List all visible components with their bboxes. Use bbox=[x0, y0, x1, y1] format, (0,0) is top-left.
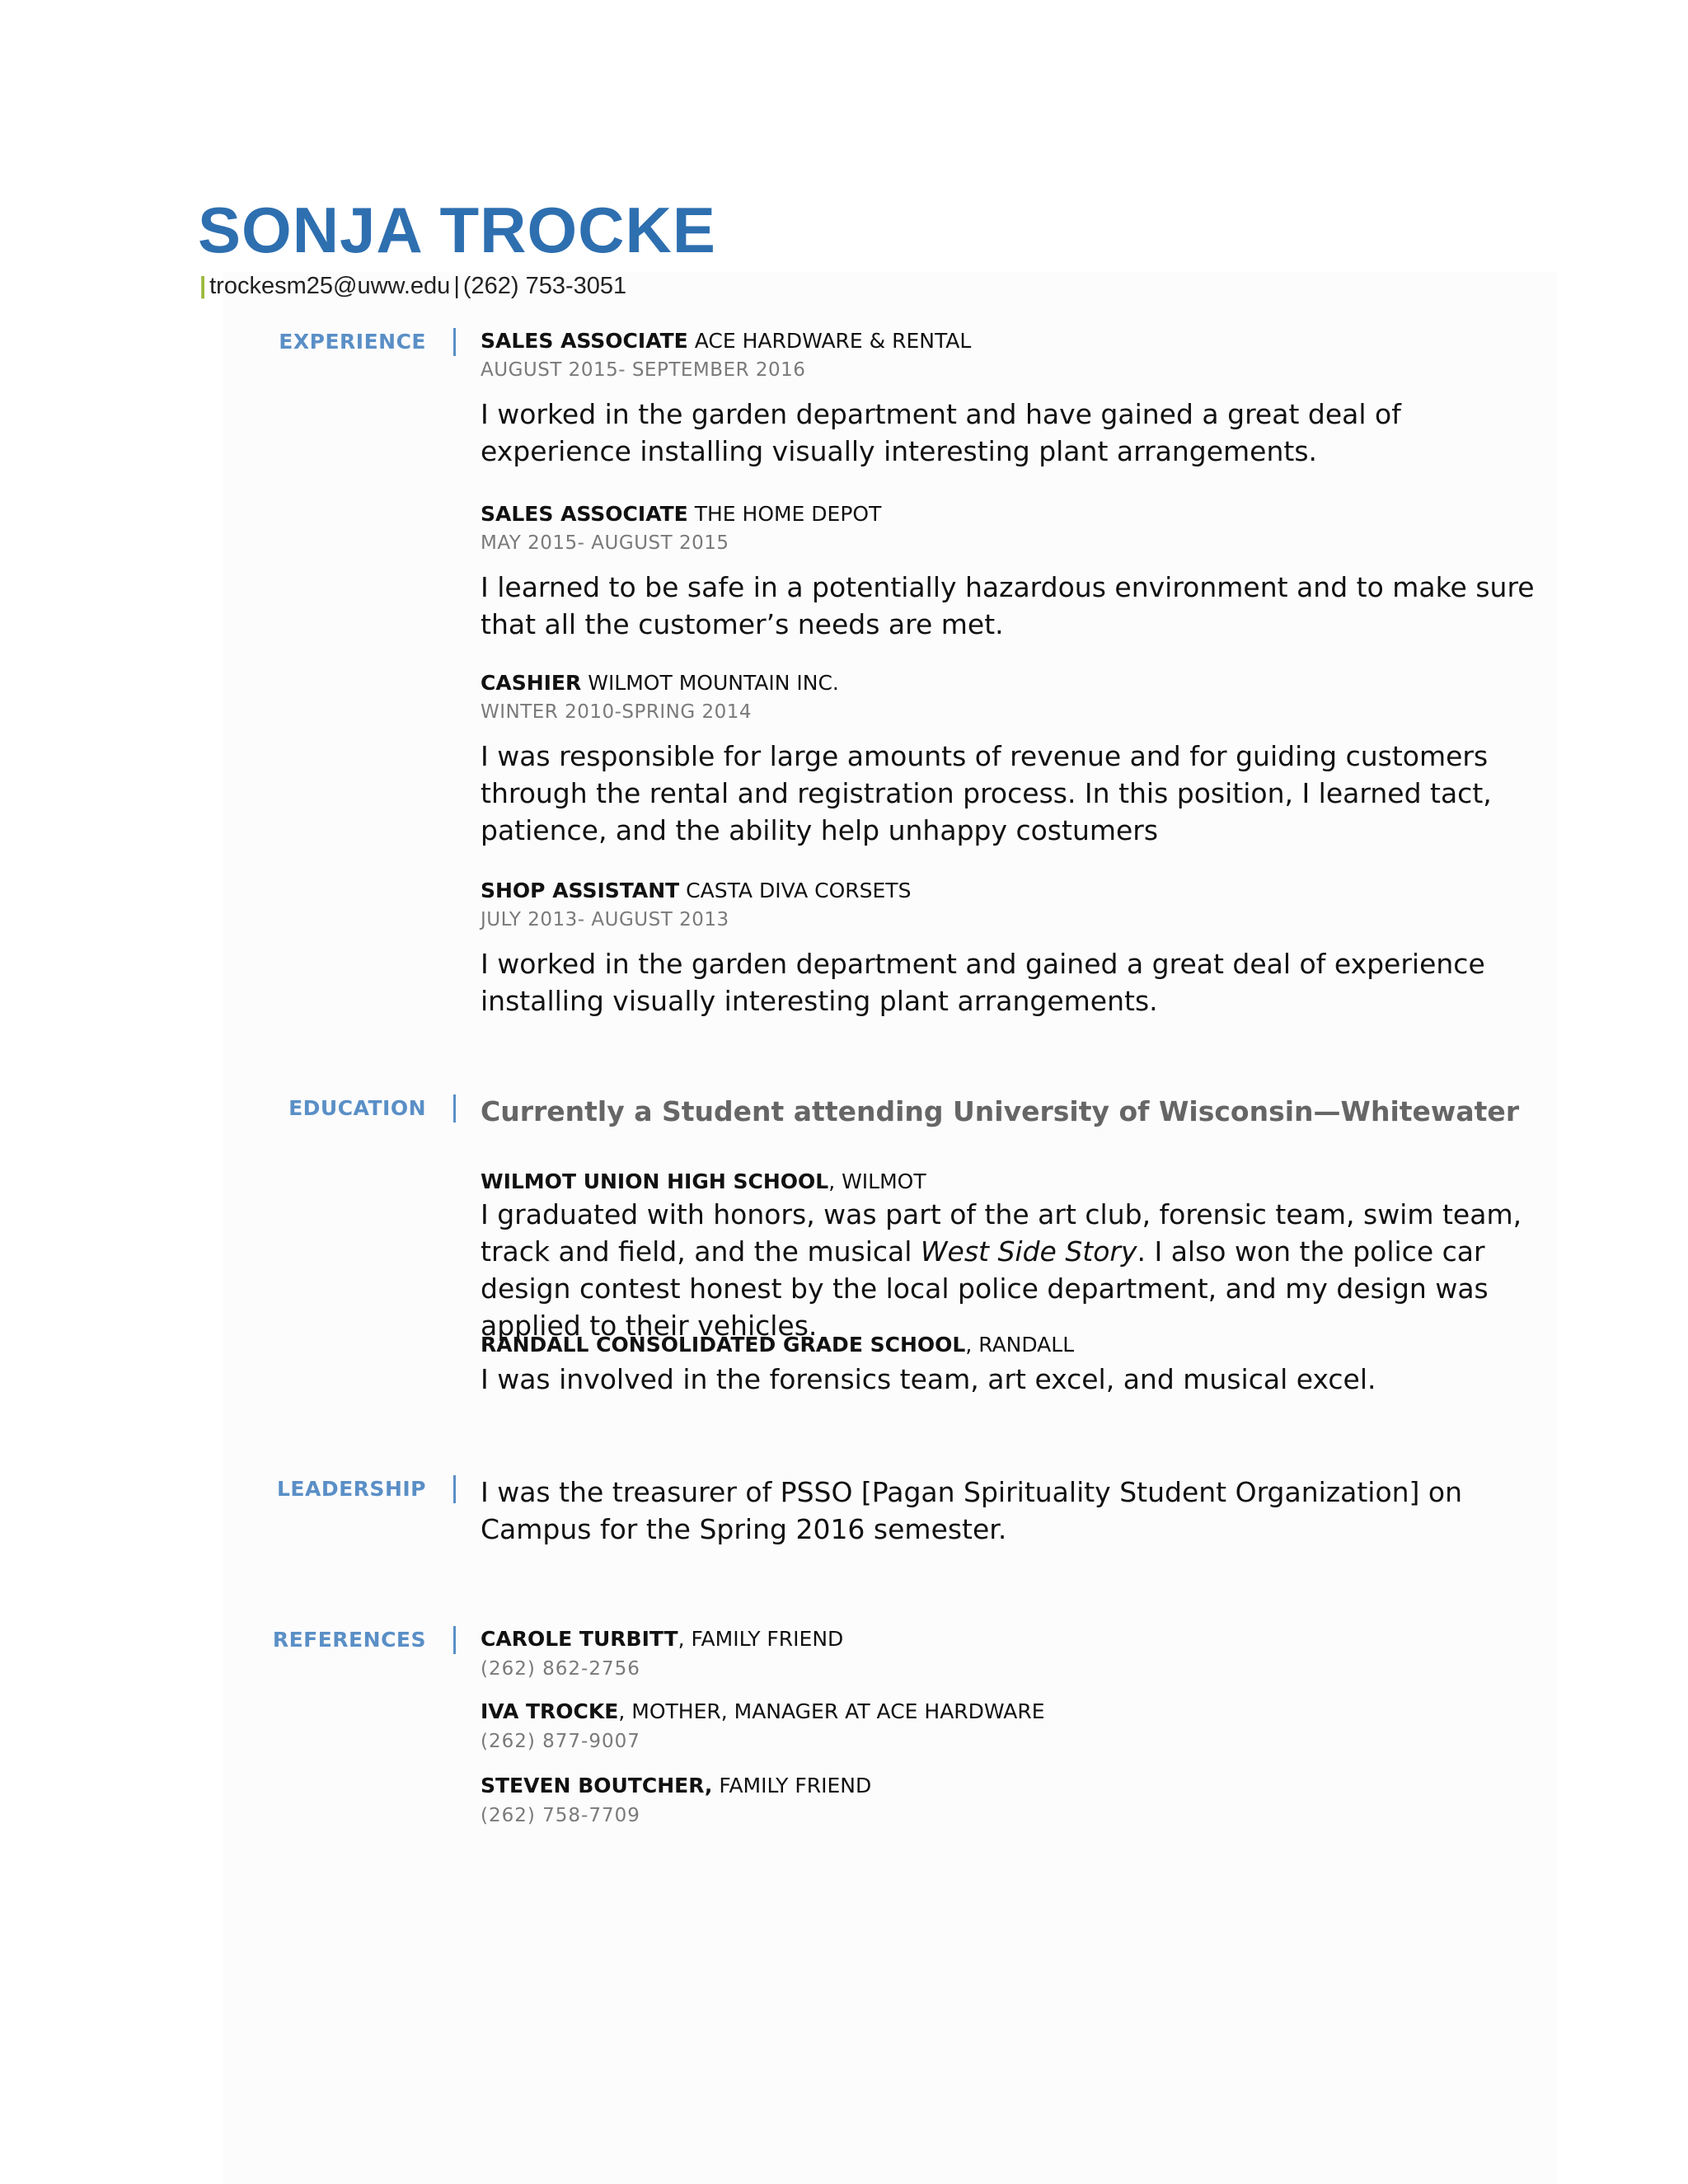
reference-relation: , MOTHER, MANAGER AT ACE HARDWARE bbox=[618, 1699, 1045, 1723]
job-date: WINTER 2010-SPRING 2014 bbox=[481, 701, 753, 723]
reference-entry bbox=[481, 1626, 1544, 1680]
reference-entry bbox=[481, 1699, 1544, 1752]
reference-heading bbox=[481, 1773, 1544, 1800]
section-divider-bar bbox=[453, 328, 456, 356]
job-company: ACE HARDWARE & RENTAL bbox=[694, 329, 972, 353]
musical-title: West Side Story bbox=[920, 1235, 1137, 1268]
reference-name: CAROLE TURBITT bbox=[481, 1627, 678, 1651]
job-date: AUGUST 2015- SEPTEMBER 2016 bbox=[481, 359, 806, 381]
school-description-text: I graduated with honors, was part of the art club, forensic team, swim team, track and field, and the musical bbox=[481, 1197, 1522, 1268]
job-description: I worked in the garden department and gained a great deal of experience installing visually interesting plant arrangements. bbox=[481, 948, 1485, 1018]
school-description bbox=[481, 1196, 1544, 1344]
job-entry bbox=[481, 670, 1544, 849]
section-label-leadership: LEADERSHIP bbox=[277, 1477, 426, 1501]
school-entry bbox=[481, 1169, 1544, 1344]
candidate-name: SONJA TROCKE bbox=[198, 194, 716, 266]
school-location: , RANDALL bbox=[965, 1333, 1075, 1357]
email-link[interactable]: trockesm25@uww.edu bbox=[209, 273, 451, 299]
school-heading bbox=[481, 1332, 1544, 1359]
section-divider-bar bbox=[453, 1094, 456, 1122]
contact-separator: | bbox=[453, 273, 460, 299]
job-entry bbox=[481, 878, 1544, 1019]
job-entry bbox=[481, 501, 1544, 643]
section-label-education: EDUCATION bbox=[288, 1096, 426, 1120]
section-label-references: REFERENCES bbox=[272, 1628, 426, 1652]
job-heading bbox=[481, 501, 1544, 528]
job-role: SALES ASSOCIATE bbox=[481, 329, 688, 353]
reference-relation: FAMILY FRIEND bbox=[712, 1774, 872, 1797]
job-date: JULY 2013- AUGUST 2013 bbox=[481, 908, 729, 930]
job-description: I learned to be safe in a potentially hazardous environment and to make sure that all the customer’s needs are met. bbox=[481, 571, 1535, 641]
phone-number: (262) 753-3051 bbox=[462, 273, 627, 299]
section-label-experience: EXPERIENCE bbox=[279, 330, 426, 354]
reference-entry bbox=[481, 1773, 1544, 1826]
school-entry bbox=[481, 1332, 1544, 1398]
reference-phone: (262) 758-7709 bbox=[481, 1804, 640, 1826]
accent-pipe: | bbox=[199, 273, 207, 299]
leadership-content bbox=[481, 1474, 1544, 1548]
job-role: SALES ASSOCIATE bbox=[481, 502, 688, 526]
job-description: I was responsible for large amounts of revenue and for guiding customers through the rental and registration process. In this position, I learned tact, patience, and the ability help unhappy costumers bbox=[481, 740, 1492, 847]
job-company: WILMOT MOUNTAIN INC. bbox=[588, 671, 839, 695]
job-description: I worked in the garden department and have gained a great deal of experience installing visually interesting plant arrangements. bbox=[481, 398, 1401, 468]
reference-name: STEVEN BOUTCHER, bbox=[481, 1774, 713, 1797]
job-role: SHOP ASSISTANT bbox=[481, 879, 680, 902]
school-name: WILMOT UNION HIGH SCHOOL bbox=[481, 1169, 829, 1193]
reference-phone: (262) 877-9007 bbox=[481, 1730, 640, 1752]
leadership-description: I was the treasurer of PSSO [Pagan Spirituality Student Organization] on Campus for the Spring 2016 semester. bbox=[481, 1476, 1463, 1545]
job-entry bbox=[481, 328, 1544, 470]
job-heading bbox=[481, 670, 1544, 697]
school-description: I was involved in the forensics team, art excel, and musical excel. bbox=[481, 1362, 1376, 1395]
job-date: MAY 2015- AUGUST 2015 bbox=[481, 532, 729, 554]
job-role: CASHIER bbox=[481, 671, 582, 695]
section-divider-bar bbox=[453, 1475, 456, 1503]
reference-relation: , FAMILY FRIEND bbox=[678, 1627, 844, 1651]
school-description-text: . I also won the police car design contest honest by the local police department, and my design was applied to their vehicles. bbox=[481, 1235, 1489, 1342]
job-heading bbox=[481, 328, 1544, 355]
reference-name: IVA TROCKE bbox=[481, 1699, 619, 1723]
education-headline: Currently a Student attending University of Wisconsin—Whitewater bbox=[481, 1095, 1520, 1127]
contact-line bbox=[199, 272, 626, 301]
reference-phone: (262) 862-2756 bbox=[481, 1657, 640, 1680]
school-location: , WILMOT bbox=[828, 1169, 926, 1193]
school-heading bbox=[481, 1169, 1544, 1196]
reference-heading bbox=[481, 1699, 1544, 1726]
reference-heading bbox=[481, 1626, 1544, 1653]
job-company: THE HOME DEPOT bbox=[694, 502, 882, 526]
school-name: RANDALL CONSOLIDATED GRADE SCHOOL bbox=[481, 1333, 966, 1357]
job-heading bbox=[481, 878, 1544, 905]
education-content bbox=[481, 1094, 1544, 1395]
job-company: CASTA DIVA CORSETS bbox=[686, 879, 912, 902]
section-divider-bar bbox=[453, 1626, 456, 1654]
